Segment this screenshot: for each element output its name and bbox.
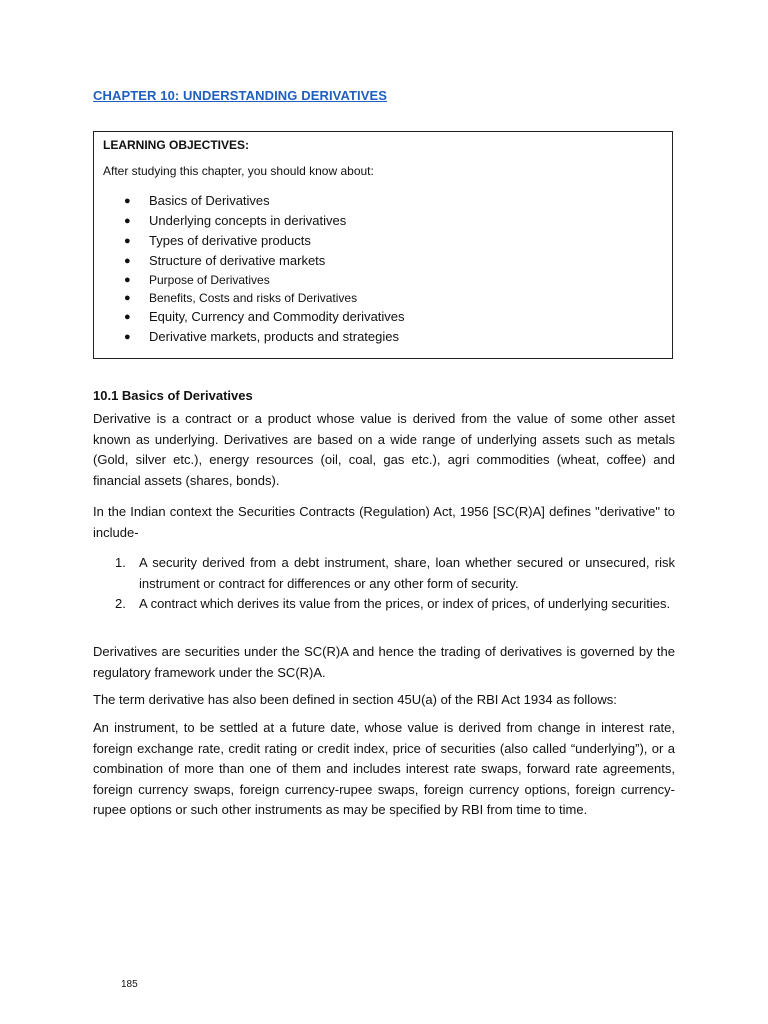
objective-item bbox=[124, 251, 405, 271]
objective-text: Basics of Derivatives bbox=[149, 193, 270, 208]
objectives-intro: After studying this chapter, you should know about: bbox=[103, 164, 374, 178]
objectives-list bbox=[124, 191, 405, 347]
bullet-icon: ● bbox=[124, 255, 131, 267]
bullet-icon: ● bbox=[124, 215, 131, 227]
objective-text: Underlying concepts in derivatives bbox=[149, 213, 347, 228]
bullet-icon: ● bbox=[124, 292, 131, 304]
section-heading: 10.1 Basics of Derivatives bbox=[93, 388, 253, 403]
list-item-text: A contract which derives its value from the prices, or index of prices, of underlying securities. bbox=[139, 596, 671, 612]
bullet-icon: ● bbox=[124, 195, 131, 207]
list-item-text: A security derived from a debt instrument, share, loan whether secured or unsecured, risk instrument or contract for differences or any other form of security. bbox=[139, 555, 675, 591]
list-item bbox=[115, 594, 675, 615]
list-item bbox=[115, 553, 675, 594]
objective-text: Benefits, Costs and risks of Derivatives bbox=[149, 291, 358, 305]
paragraph-instrument-definition: An instrument, to be settled at a future date, whose value is derived from change in interest rate, foreign exchange rate, credit rating or credit index, price of securities (also called “underlying”), or a combination of more than one of them and includes interest rate swaps, forward rate agreements, foreign currency swaps, foreign currency-rupee swaps, foreign currency options, foreign currency-rupee options or such other instruments as may be specified by RBI from time to time. bbox=[93, 720, 675, 818]
paragraph-definition: Derivative is a contract or a product whose value is derived from the value of some other asset known as underlying. Derivatives are based on a wide range of underlying assets such as metals (Gold, silver etc.), energy resources (oil, coal, gas etc.), agri commodities (wheat, coffee) and financial assets (shares, bonds). bbox=[93, 411, 675, 488]
objective-item bbox=[124, 191, 405, 211]
paragraph-scra: Derivatives are securities under the SC(R)A and hence the trading of derivatives is governed by the regulatory framework under the SC(R)A. bbox=[93, 644, 675, 680]
objective-text: Derivative markets, products and strategies bbox=[149, 329, 399, 344]
objective-item bbox=[124, 211, 405, 231]
document-page bbox=[93, 0, 675, 1024]
list-number: 2. bbox=[115, 596, 126, 612]
list-number: 1. bbox=[115, 555, 126, 570]
objective-item bbox=[124, 231, 405, 251]
objective-item bbox=[124, 289, 405, 307]
bullet-icon: ● bbox=[124, 274, 131, 286]
objective-item bbox=[124, 271, 405, 289]
bullet-icon: ● bbox=[124, 235, 131, 247]
objective-item bbox=[124, 307, 405, 327]
page-number: 185 bbox=[121, 979, 138, 990]
objectives-heading: LEARNING OBJECTIVES: bbox=[103, 138, 250, 152]
bullet-icon: ● bbox=[124, 331, 131, 343]
objective-text: Purpose of Derivatives bbox=[149, 273, 270, 287]
objective-item bbox=[124, 327, 405, 347]
chapter-title: CHAPTER 10: UNDERSTANDING DERIVATIVES bbox=[93, 88, 388, 103]
objective-text: Equity, Currency and Commodity derivatives bbox=[149, 309, 405, 324]
learning-objectives-box bbox=[93, 131, 673, 359]
derivative-definition-list bbox=[115, 553, 675, 615]
bullet-icon: ● bbox=[124, 311, 131, 323]
paragraph-indian-context: In the Indian context the Securities Contracts (Regulation) Act, 1956 [SC(R)A] defines "derivative" to include- bbox=[93, 504, 675, 540]
paragraph-rbi-act: The term derivative has also been defined in section 45U(a) of the RBI Act 1934 as follows: bbox=[93, 692, 617, 707]
objective-text: Structure of derivative markets bbox=[149, 253, 326, 268]
objective-text: Types of derivative products bbox=[149, 233, 311, 248]
